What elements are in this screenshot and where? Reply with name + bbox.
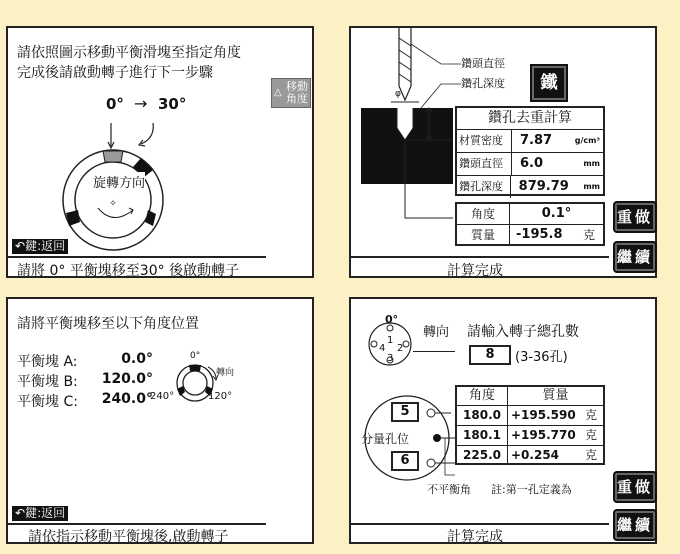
result-angle: 225.0 bbox=[457, 446, 508, 465]
balance-label: 平衡塊 B: bbox=[17, 374, 78, 390]
angle-value: 0.1° bbox=[541, 206, 572, 221]
balance-value: 0.0° bbox=[121, 351, 153, 367]
side-panel-1 bbox=[266, 26, 314, 278]
drill-depth-label: 鑽孔深度 bbox=[461, 77, 505, 90]
instruction-line-1: 請依照圖示移動平衡滑塊至指定角度 bbox=[17, 45, 241, 61]
angle-label: 角度 bbox=[457, 204, 510, 224]
hole-num-1: 1 bbox=[387, 335, 394, 346]
panel-move-angle bbox=[6, 26, 268, 278]
balance-label: 平衡塊 A: bbox=[17, 354, 78, 370]
move-angle-button[interactable] bbox=[271, 78, 311, 108]
svg-text:✧: ✧ bbox=[109, 199, 117, 209]
side-panel-4 bbox=[609, 297, 657, 544]
continue-button[interactable]: 繼續 bbox=[615, 243, 655, 271]
redo-button[interactable]: 重做 bbox=[615, 473, 655, 501]
footer-text: 計算完成 bbox=[447, 529, 503, 545]
calc-row bbox=[457, 152, 603, 175]
calc-row bbox=[457, 175, 603, 198]
return-icon: ↶ bbox=[15, 239, 26, 253]
footer-text: 請將 0° 平衡塊移至30° 後啟動轉子 bbox=[17, 263, 240, 279]
dia-label-0: 0° bbox=[385, 313, 399, 326]
hole-range: (3-36孔) bbox=[515, 350, 568, 365]
side-panel-3 bbox=[266, 297, 314, 544]
back-label: 鍵:返回 bbox=[25, 239, 66, 253]
angle-arrow: → bbox=[134, 94, 148, 113]
footer-text: 計算完成 bbox=[447, 263, 503, 279]
unbalance-label: 不平衡角 bbox=[427, 483, 471, 496]
angle-from: 0° bbox=[106, 95, 124, 113]
calc-table bbox=[455, 106, 605, 196]
balance-label: 平衡塊 C: bbox=[17, 394, 78, 410]
calc-row-value[interactable]: 6.0 bbox=[520, 156, 544, 171]
footer-text: 請依指示移動平衡塊後,啟動轉子 bbox=[28, 529, 229, 545]
result-table bbox=[455, 385, 605, 465]
mass-label: 質量 bbox=[457, 225, 510, 245]
balance-row bbox=[17, 391, 153, 411]
panel-balance-positions bbox=[6, 297, 268, 544]
hole-count-input[interactable]: 8 bbox=[469, 345, 511, 365]
balance-row bbox=[17, 371, 153, 391]
material-mode-button[interactable]: 鐵 bbox=[532, 66, 566, 100]
instruction-line-2: 完成後請啟動轉子進行下一步驟 bbox=[17, 65, 213, 81]
back-label: 鍵:返回 bbox=[25, 506, 66, 520]
redo-button[interactable]: 重做 bbox=[615, 203, 655, 231]
back-key[interactable] bbox=[12, 506, 68, 521]
result-mass: +0.254 bbox=[511, 448, 560, 462]
result-row bbox=[457, 445, 603, 465]
calc-row-label: 鑽頭直徑 bbox=[457, 153, 512, 175]
move-angle-label-1: 移動 bbox=[286, 80, 308, 93]
rotation-label: 旋轉方向 bbox=[93, 172, 145, 191]
rotate-label: 轉向 bbox=[216, 368, 235, 378]
triangle-icon: △ bbox=[274, 87, 282, 98]
pos-label: 分量孔位 bbox=[361, 432, 410, 446]
continue-button[interactable]: 繼續 bbox=[615, 511, 655, 539]
hole-num-4: 4 bbox=[379, 343, 386, 354]
rotate-label: 轉向 bbox=[423, 325, 450, 340]
panel-hole-calc bbox=[349, 297, 611, 544]
calc-row-unit: mm bbox=[583, 182, 600, 191]
result-row bbox=[457, 425, 603, 445]
calc-row-unit: g/cm³ bbox=[574, 136, 600, 145]
calc-table-title: 鑽孔去重計算 bbox=[457, 108, 603, 130]
note: 註:第一孔定義為 bbox=[491, 483, 572, 496]
calc-row-value[interactable]: 7.87 bbox=[520, 133, 553, 148]
balance-value: 120.0° bbox=[101, 371, 153, 387]
side-panel-2 bbox=[609, 26, 657, 278]
back-key[interactable] bbox=[12, 239, 68, 254]
calc-row-unit: mm bbox=[583, 159, 600, 168]
col-angle: 角度 bbox=[457, 387, 508, 405]
result-angle: 180.1 bbox=[457, 426, 508, 445]
return-icon: ↶ bbox=[15, 506, 26, 520]
result-angle: 180.0 bbox=[457, 406, 508, 425]
rotation-icon bbox=[98, 208, 133, 218]
calc-row-value[interactable]: 879.79 bbox=[518, 179, 569, 194]
hole-b: 6 bbox=[391, 451, 419, 471]
move-angle-label-2: 角度 bbox=[286, 92, 308, 105]
calc-row-label: 材質密度 bbox=[457, 130, 512, 152]
instruction: 請將平衡塊移至以下角度位置 bbox=[17, 316, 199, 332]
result-mass: +195.770 bbox=[511, 428, 576, 442]
mass-unit: 克 bbox=[583, 228, 596, 242]
balance-row bbox=[17, 351, 153, 371]
prompt: 請輸入轉子總孔數 bbox=[467, 324, 579, 340]
dia-label-0: 0° bbox=[190, 351, 201, 361]
calc-row bbox=[457, 130, 603, 152]
result-mass: +195.590 bbox=[511, 408, 576, 422]
result-box bbox=[455, 202, 605, 246]
result-unit: 克 bbox=[585, 408, 598, 422]
col-mass: 質量 bbox=[542, 388, 569, 403]
dia-label-240: 240° bbox=[150, 391, 175, 402]
hole-a: 5 bbox=[391, 402, 419, 422]
panel-drill-calc bbox=[349, 26, 611, 278]
result-row bbox=[457, 406, 603, 425]
calc-row-label: 鑽孔深度 bbox=[457, 176, 511, 198]
dia-label-120: 120° bbox=[208, 391, 233, 402]
dim-phi: φ bbox=[395, 89, 401, 99]
hole-num-2: 2 bbox=[397, 343, 404, 354]
balance-list bbox=[17, 351, 153, 411]
angle-to: 30° bbox=[158, 95, 187, 113]
dim-l: L bbox=[431, 114, 437, 125]
result-unit: 克 bbox=[585, 428, 598, 442]
drill-diameter-label: 鑽頭直徑 bbox=[461, 57, 505, 70]
result-unit: 克 bbox=[585, 448, 598, 462]
drill-diagram bbox=[357, 28, 467, 228]
mass-value: -195.8 bbox=[516, 227, 563, 242]
balance-value: 240.0° bbox=[101, 391, 153, 407]
hole-num-3: 3 bbox=[387, 353, 394, 364]
